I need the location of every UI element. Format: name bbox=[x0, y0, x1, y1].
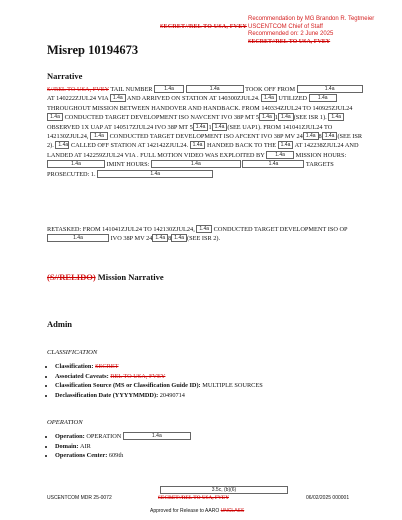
recommendation-classification: SECRET//REL TO USA, FVEY bbox=[248, 38, 331, 45]
footer-date-page: 06/02/2025 000001 bbox=[306, 495, 350, 501]
footer-classification: SECRET//REL TO USA, FVEY bbox=[158, 495, 230, 501]
page-title: Misrep 10194673 bbox=[47, 43, 139, 57]
source-value: MULTIPLE SOURCES bbox=[202, 382, 263, 390]
redaction-box: 1.4a bbox=[171, 234, 187, 242]
redaction-box: 1.4a bbox=[303, 132, 319, 140]
redaction-box: 1.4a bbox=[193, 123, 209, 131]
recommendation-role: USCENTCOM Chief of Staff bbox=[248, 23, 323, 30]
redaction-box: 1.4a bbox=[110, 94, 126, 102]
admin-heading: Admin bbox=[47, 319, 73, 329]
classification-section-title: CLASSIFICATION bbox=[47, 349, 98, 356]
redaction-box: 1.4a bbox=[242, 160, 304, 168]
header-classification-banner: SECRET//REL TO USA, FVEY bbox=[160, 24, 247, 30]
recommendation-date: Recommended on: 2 June 2025 bbox=[248, 31, 334, 38]
operations-center-item: • Operations Center: 609th bbox=[55, 451, 191, 461]
narrative-heading: Narrative bbox=[47, 71, 83, 81]
approved-marking: UNCLASS bbox=[220, 508, 245, 514]
caveats-value: REL TO USA, FVEY bbox=[110, 372, 166, 380]
approved-for-release: Approved for Release to AARO UNCLASS bbox=[150, 508, 245, 514]
redaction-box: 1.4a bbox=[261, 94, 277, 102]
operation-item: • Operation: OPERATION 1.4a bbox=[55, 432, 191, 442]
domain-value: AIR bbox=[80, 442, 91, 450]
classification-list bbox=[47, 362, 263, 400]
redaction-box: 1.4a bbox=[278, 141, 294, 149]
redaction-box: 1.4a bbox=[152, 234, 168, 242]
redaction-box: 1.4a bbox=[212, 123, 228, 131]
footer-redaction-box: 3.5c, (b)(6) bbox=[160, 486, 288, 494]
redaction-box: 1.4a bbox=[322, 132, 338, 140]
redaction-box: 1.4a bbox=[278, 113, 294, 121]
redaction-box: 1.4a bbox=[196, 225, 212, 233]
mission-narrative-heading: (S//RELIDO) Mission Narrative bbox=[47, 272, 164, 282]
redaction-box: 1.4a bbox=[47, 234, 109, 242]
paragraph-marking: S//REL TO USA, FVEY bbox=[47, 86, 109, 93]
mission-narrative-marking: (S//RELIDO) bbox=[47, 272, 96, 282]
declass-value: 20490714 bbox=[159, 391, 185, 399]
redaction-box: 1.4a bbox=[190, 141, 206, 149]
redaction-box: 1.4a bbox=[47, 160, 105, 168]
redaction-box: 1.4a bbox=[154, 85, 184, 93]
recommendation-block bbox=[248, 16, 398, 46]
redaction-box: 1.4a bbox=[259, 113, 275, 121]
source-item: • Classification Source (MS or Classification Guide ID): MULTIPLE SOURCES bbox=[55, 381, 263, 391]
operation-section-title: OPERATION bbox=[47, 419, 83, 426]
retask-paragraph: RETASKED: FROM 141041ZJUL24 TO 142130ZJUL24, 1.4a CONDUCTED TARGET DEVELOPMENT ISO OP 1.4a IVO 38P MV 24 1.4a 8 1.4a (SEE ISR 2). bbox=[47, 226, 348, 243]
redaction-box: 1.4a bbox=[97, 170, 213, 178]
redaction-box: 1.4a bbox=[123, 432, 191, 440]
domain-item: • Domain: AIR bbox=[55, 442, 191, 452]
operation-list bbox=[47, 432, 191, 461]
redaction-box: 1.4a bbox=[47, 113, 63, 121]
center-value: 609th bbox=[108, 452, 124, 460]
operation-value: OPERATION bbox=[86, 433, 123, 440]
redaction-box: 1.4a bbox=[90, 132, 108, 140]
redaction-box: 1.4a bbox=[266, 151, 294, 159]
redaction-box: 1.4a bbox=[328, 113, 344, 121]
classification-value: SECRET bbox=[95, 363, 119, 370]
redaction-box: 1.4a bbox=[297, 85, 363, 93]
narrative-paragraph: S//REL TO USA, FVEY TAIL NUMBER 1.4a 1.4a TOOK OFF FROM 1.4a AT 140222ZJUL24 VIA 1.4a AND ARRIVED ON STATION AT 140300ZJUL24. 1.4a UTILIZED 1.4a THROUGHOUT MISSION BETWEEN HANDOVER AND HANDBACK. FROM 140334ZJUL24 TO 140925ZJUL24 1.4a CONDUCTED TARGET DEVELOPMENT ISO NAVCENT IVO 38P MT 5 1.4a 1 1.4a (SEE ISR 1). 1.4a OBSERVED 1X UAP AT 140517ZJUL24 IVO 38P MT 5 1.4a 1 1.4a (SEE UAP1). FROM 141041ZJUL24 TO 142130ZJUL24, 1.4a CONDUCTED TARGET DEVELOPMENT ISO AFCENT IVO 38P MV 24 1.4a 8 1.4a (SEE ISR 2). 1.4a CALLED OFF STATION AT 142142ZJUL24. 1.4a HANDED BACK TO THE 1.4a AT 142238ZJUL24 AND LANDED AT 142259ZJUL24 VIA . FULL MOTION VIDEO WAS EXPLOITED BY 1.4a MISSION HOURS: 1.4a IMINT HOURS: 1.4a 1.4a TARGETS PROSECUTED: 1. 1.4a bbox=[47, 86, 363, 178]
redaction-box: 1.4a bbox=[186, 85, 244, 93]
caveats-item: • Associated Caveats: REL TO USA, FVEY bbox=[55, 372, 263, 382]
declassification-item: • Declassification Date (YYYYMMDD): 20490714 bbox=[55, 391, 263, 401]
footer-document-id: USCENTCOM MDR 25-0072 bbox=[47, 495, 112, 501]
recommendation-author: Recommendation by MG Brandon R. Tegtmeier bbox=[248, 16, 375, 22]
redaction-box: 1.4a bbox=[55, 141, 69, 149]
classification-item: • Classification: SECRET bbox=[55, 362, 263, 372]
redaction-box: 1.4a bbox=[309, 94, 337, 102]
redaction-box: 1.4a bbox=[151, 160, 241, 168]
